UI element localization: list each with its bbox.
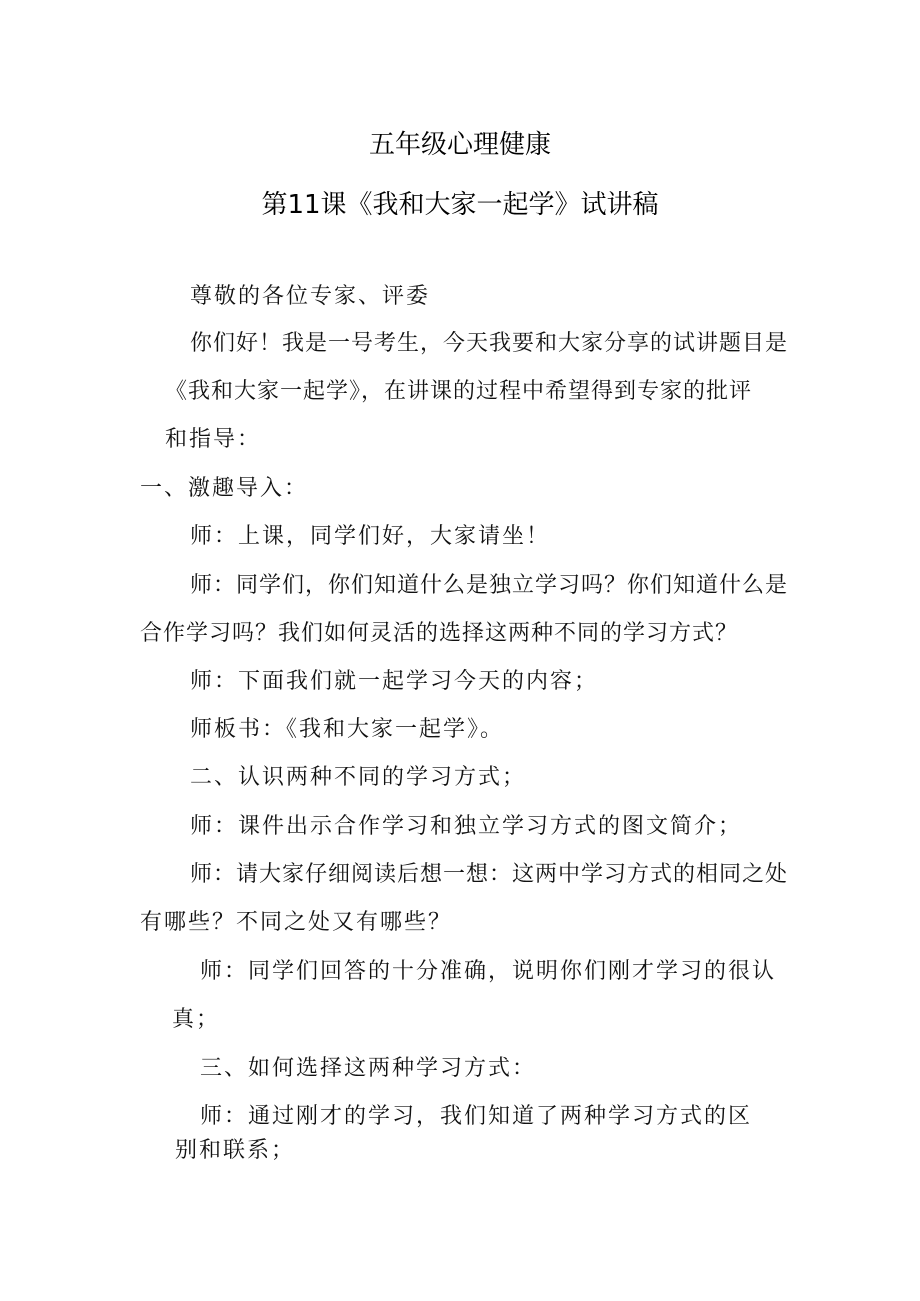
section-heading: 二、认识两种不同的学习方式； — [190, 765, 527, 790]
text-line: 《我和大家一起学》，在讲课的过程中希望得到专家的批评 — [165, 379, 753, 404]
text-line: 师：同学们回答的十分准确，说明你们刚才学习的很认 — [200, 959, 777, 984]
section-heading: 一、激趣导入： — [140, 476, 309, 501]
text-line: 师板书：《我和大家一起学》。 — [190, 717, 505, 742]
text-line: 师：同学们，你们知道什么是独立学习吗？你们知道什么是 — [190, 573, 789, 598]
text-line: 师：课件出示合作学习和独立学习方式的图文简介； — [190, 814, 743, 839]
text-line: 有哪些？不同之处又有哪些？ — [140, 910, 453, 935]
text-line: 合作学习吗？我们如何灵活的选择这两种不同的学习方式？ — [140, 621, 739, 646]
document-subtitle: 第11课《我和大家一起学》试讲稿 — [261, 190, 659, 220]
text-line: 师：请大家仔细阅读后想一想：这两中学习方式的相同之处 — [190, 862, 789, 887]
text-line: 别和联系； — [175, 1138, 296, 1163]
text-line: 师：上课，同学们好，大家请坐！ — [190, 524, 551, 549]
document-title: 五年级心理健康 — [368, 130, 551, 160]
text-line: 真； — [172, 1007, 221, 1032]
text-line: 你们好！我是一号考生，今天我要和大家分享的试讲题目是 — [190, 331, 789, 356]
section-heading: 三、如何选择这两种学习方式： — [200, 1056, 537, 1081]
text-line: 师：通过刚才的学习，我们知道了两种学习方式的区 — [200, 1104, 753, 1129]
text-line: 师：下面我们就一起学习今天的内容； — [190, 669, 599, 694]
text-line: 尊敬的各位专家、评委 — [190, 284, 431, 309]
text-line: 和指导： — [165, 427, 262, 452]
